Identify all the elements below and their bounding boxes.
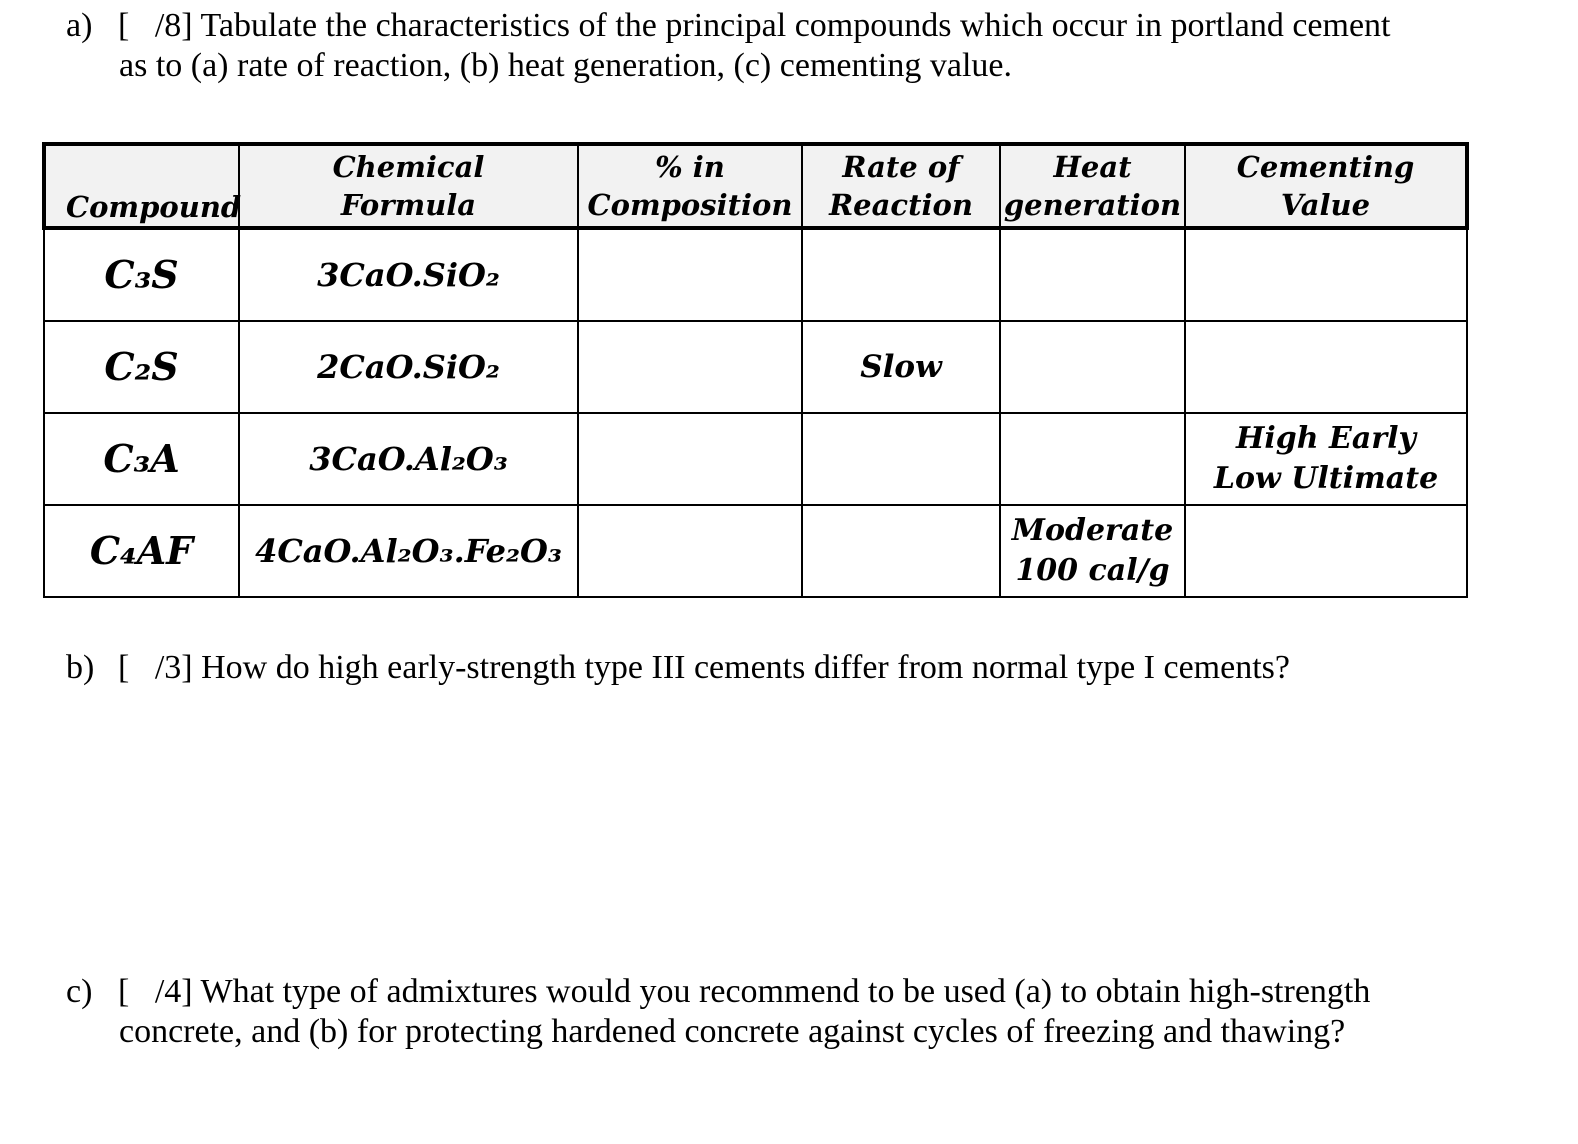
question-b-text: How do high early-strength type III cements differ from normal type I cements? [201, 649, 1290, 686]
question-c [66, 972, 1370, 1012]
cell-compound: C₄AF [44, 505, 239, 597]
cell-composition [578, 413, 802, 505]
question-c-text-line2: concrete, and (b) for protecting hardened concrete against cycles of freezing and thawing? [119, 1013, 1346, 1050]
table-header-row [44, 144, 1467, 228]
question-c-text-line1: What type of admixtures would you recommend to be used (a) to obtain high-strength [200, 973, 1371, 1010]
header-compound: Compound [44, 144, 239, 228]
cell-compound: C₃S [44, 228, 239, 321]
table-row [44, 413, 1467, 505]
question-a-number: a) [66, 7, 93, 44]
table-row [44, 321, 1467, 413]
cement-compounds-table [42, 142, 1469, 598]
question-c-number: c) [66, 973, 93, 1010]
question-a-marks: [ /8] [118, 7, 193, 44]
cell-composition [578, 228, 802, 321]
question-b [66, 648, 1290, 688]
cell-formula: 2CaO.SiO₂ [239, 321, 578, 413]
cell-cementing [1185, 505, 1467, 597]
table-row [44, 228, 1467, 321]
table-row [44, 505, 1467, 597]
cell-formula: 3CaO.SiO₂ [239, 228, 578, 321]
question-b-number: b) [66, 649, 95, 686]
cell-rate [802, 228, 1000, 321]
cell-composition [578, 321, 802, 413]
question-c-marks: [ /4] [118, 973, 193, 1010]
cell-heat [1000, 228, 1185, 321]
question-a-text-line2: as to (a) rate of reaction, (b) heat generation, (c) cementing value. [119, 47, 1012, 84]
cell-heat: Moderate 100 cal/g [1000, 505, 1185, 597]
header-heat-generation: Heat generation [1000, 144, 1185, 228]
cell-compound: C₃A [44, 413, 239, 505]
cell-formula: 3CaO.Al₂O₃ [239, 413, 578, 505]
cell-formula: 4CaO.Al₂O₃.Fe₂O₃ [239, 505, 578, 597]
cell-rate [802, 505, 1000, 597]
header-chemical-formula: Chemical Formula [239, 144, 578, 228]
question-a [66, 6, 1391, 46]
header-composition: % in Composition [578, 144, 802, 228]
cell-heat [1000, 413, 1185, 505]
question-b-marks: [ /3] [118, 649, 193, 686]
header-rate-of-reaction: Rate of Reaction [802, 144, 1000, 228]
header-cementing-value: Cementing Value [1185, 144, 1467, 228]
cell-cementing: High Early Low Ultimate [1185, 413, 1467, 505]
cell-composition [578, 505, 802, 597]
question-a-text-line1: Tabulate the characteristics of the principal compounds which occur in portland cement [200, 7, 1391, 44]
cell-cementing [1185, 321, 1467, 413]
cell-compound: C₂S [44, 321, 239, 413]
cell-rate [802, 413, 1000, 505]
cell-rate: Slow [802, 321, 1000, 413]
cell-heat [1000, 321, 1185, 413]
cell-cementing [1185, 228, 1467, 321]
